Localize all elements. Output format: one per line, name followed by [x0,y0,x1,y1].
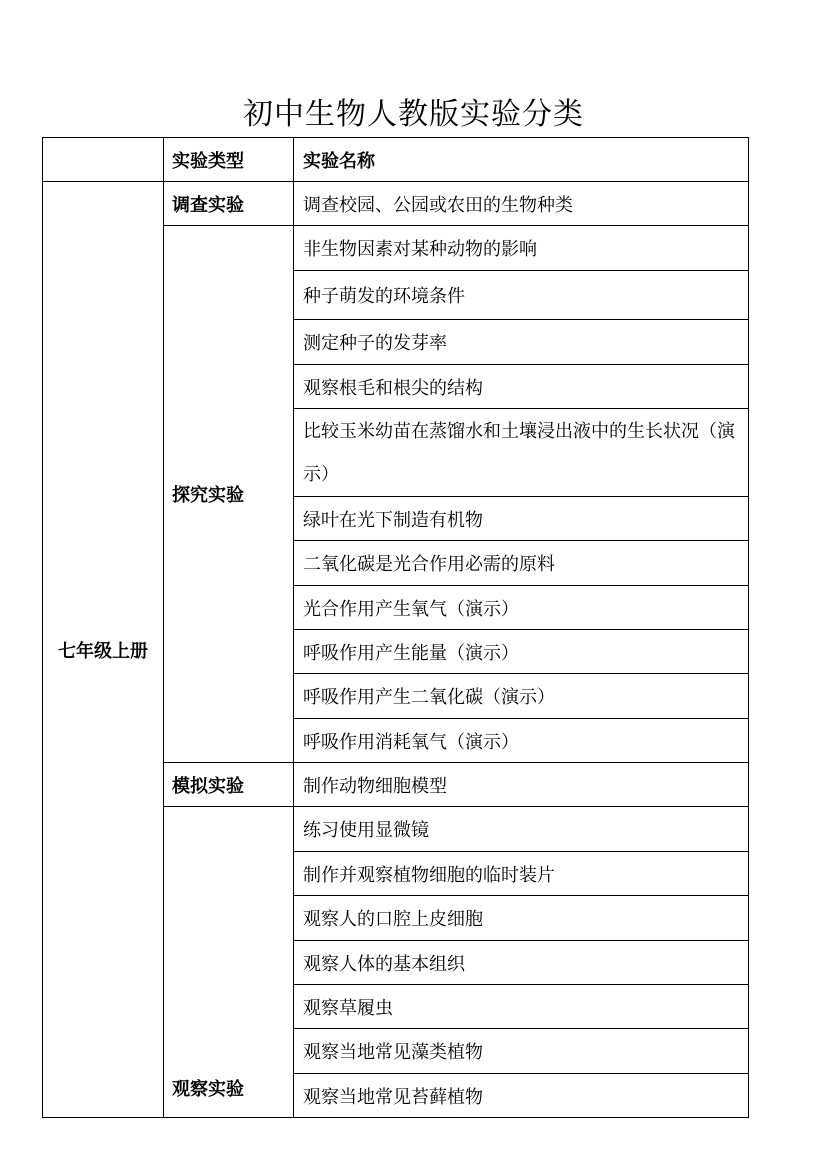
experiment-cell: 光合作用产生氧气（演示） [294,586,749,630]
experiment-table [42,137,749,1118]
header-type: 实验类型 [164,138,294,182]
experiment-cell: 观察当地常见苔藓植物 [294,1074,749,1118]
experiment-cell: 制作动物细胞模型 [294,763,749,807]
type-cell-survey: 调查实验 [164,182,294,226]
experiment-cell: 二氧化碳是光合作用必需的原料 [294,541,749,586]
table-header-row [43,138,749,182]
header-name: 实验名称 [294,138,749,182]
experiment-cell: 绿叶在光下制造有机物 [294,497,749,541]
experiment-cell: 观察当地常见藻类植物 [294,1029,749,1074]
header-grade [43,138,164,182]
experiment-cell: 种子萌发的环境条件 [294,271,749,320]
grade-cell: 七年级上册 [43,182,164,1118]
experiment-cell: 调查校园、公园或农田的生物种类 [294,182,749,226]
experiment-cell: 呼吸作用产生二氧化碳（演示） [294,674,749,719]
experiment-cell: 非生物因素对某种动物的影响 [294,226,749,271]
type-cell-observation: 观察实验 [164,807,294,1118]
experiment-cell: 比较玉米幼苗在蒸馏水和土壤浸出液中的生长状况（演示） [294,409,749,497]
experiment-cell: 观察草履虫 [294,985,749,1029]
experiment-cell: 呼吸作用消耗氧气（演示） [294,719,749,763]
table-row [43,182,749,226]
experiment-cell: 观察人的口腔上皮细胞 [294,896,749,941]
experiment-cell: 观察根毛和根尖的结构 [294,365,749,409]
experiment-cell: 练习使用显微镜 [294,807,749,852]
page-title: 初中生物人教版实验分类 [243,97,584,132]
experiment-cell: 测定种子的发芽率 [294,320,749,365]
experiment-cell: 呼吸作用产生能量（演示） [294,630,749,674]
experiment-cell: 观察人体的基本组织 [294,941,749,985]
experiment-cell: 制作并观察植物细胞的临时装片 [294,852,749,896]
type-cell-simulation: 模拟实验 [164,763,294,807]
type-cell-inquiry: 探究实验 [164,226,294,763]
